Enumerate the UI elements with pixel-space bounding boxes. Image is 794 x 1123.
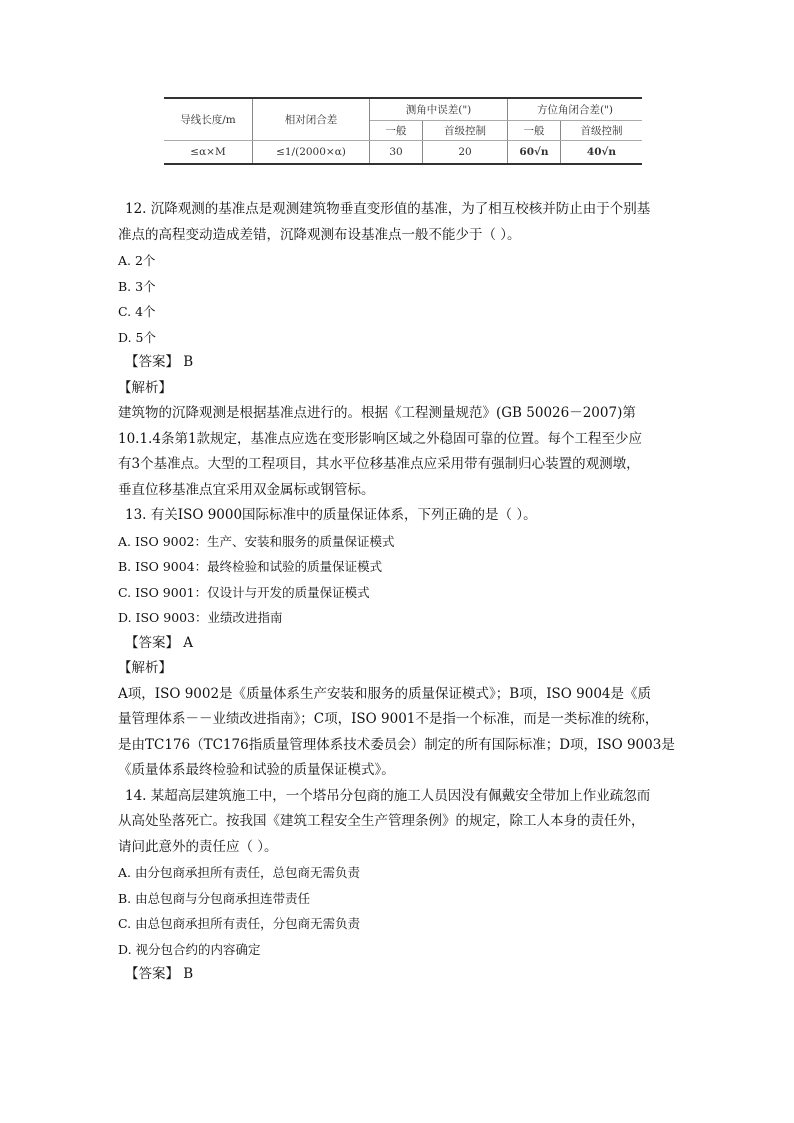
question-stem-line: 14. 某超高层建筑施工中，一个塔吊分包商的施工人员因没有佩戴安全带加上作业疏忽而 [125, 787, 651, 804]
answer-line: 【答案】 B [125, 966, 194, 982]
analysis-label: 【解析】 [118, 660, 172, 676]
question-14 [118, 784, 678, 988]
cell-azimuth-primary: 40√n [561, 141, 643, 165]
tolerance-table [164, 97, 642, 165]
analysis-line: 垂直位移基准点宜采用双金属标或钢管标。 [118, 481, 375, 498]
cell-length: ≤α×M [164, 141, 253, 165]
option-a: A. ISO 9002：生产、安装和服务的质量保证模式 [118, 533, 395, 549]
analysis-label: 【解析】 [118, 379, 172, 396]
question-stem-line: 13. 有关ISO 9000国际标准中的质量保证体系，下列正确的是（ ）。 [125, 507, 537, 523]
answer-line: 【答案】 A [125, 634, 194, 651]
analysis-line: 建筑物的沉降观测是根据基准点进行的。根据《工程测量规范》(GB 50026－2007)第 [118, 405, 636, 421]
subheader-general-2: 一般 [508, 121, 561, 141]
option-b: B. 由总包商与分包商承担连带责任 [118, 890, 311, 906]
header-angle-error: 测角中误差(") [370, 98, 508, 121]
answer-line: 【答案】 B [125, 354, 194, 370]
option-c: C. 4个 [118, 304, 156, 319]
question-13 [118, 503, 678, 784]
subheader-primary-2: 首级控制 [561, 121, 643, 141]
option-c: C. 由总包商承担所有责任，分包商无需负责 [118, 916, 361, 931]
question-stem-line: 准点的高程变动造成差错，沉降观测布设基准点一般不能少于（ ）。 [118, 226, 521, 243]
question-12 [118, 197, 678, 503]
header-azimuth: 方位角闭合差(") [508, 98, 643, 121]
option-d: D. ISO 9003：业绩改进指南 [118, 610, 283, 625]
analysis-line: 是由TC176（TC176指质量管理体系技术委员会）制定的所有国际标准；D项，ISO 9003是 [118, 736, 675, 753]
subheader-primary-1: 首级控制 [423, 121, 508, 141]
cell-angle-primary: 20 [423, 141, 508, 165]
cell-closure: ≤1/(2000×α) [253, 141, 370, 165]
option-d: D. 视分包合约的内容确定 [118, 941, 261, 957]
question-stem-line: 请问此意外的责任应（ ）。 [118, 838, 278, 855]
header-length: 导线长度/m [164, 98, 253, 141]
option-b: B. 3个 [118, 278, 156, 294]
question-stem-line: 从高处坠落死亡。按我国《建筑工程安全生产管理条例》的规定，除工人本身的责任外， [118, 813, 645, 829]
option-b: B. ISO 9004：最终检验和试验的质量保证模式 [118, 559, 383, 574]
analysis-line: 10.1.4条第1款规定，基准点应选在变形影响区域之外稳固可靠的位置。每个工程至少应 [118, 430, 643, 447]
subheader-general-1: 一般 [370, 121, 423, 141]
option-a: A. 由分包商承担所有责任，总包商无需负责 [118, 865, 360, 880]
header-closure: 相对闭合差 [253, 98, 370, 141]
option-a: A. 2个 [118, 253, 156, 268]
option-d: D. 5个 [118, 329, 156, 345]
analysis-line: 《质量体系最终检验和试验的质量保证模式》。 [118, 762, 395, 778]
cell-angle-general: 30 [370, 141, 423, 165]
option-c: C. ISO 9001：仅设计与开发的质量保证模式 [118, 584, 370, 600]
question-stem-line: 12. 沉降观测的基准点是观测建筑物垂直变形值的基准，为了相互校核并防止由于个别基 [125, 201, 651, 217]
analysis-line: 量管理体系－－业绩改进指南》；C项，ISO 9001不是指一个标准，而是一类标准的统称， [118, 711, 659, 727]
table-header-row [164, 98, 642, 121]
cell-azimuth-general: 60√n [508, 141, 561, 165]
analysis-line: 有3个基准点。大型的工程项目，其水平位移基准点应采用带有强制归心装置的观测墩， [118, 456, 640, 472]
table-row [164, 141, 642, 165]
question-content [118, 197, 678, 988]
analysis-line: A项，ISO 9002是《质量体系生产安装和服务的质量保证模式》；B项，ISO 9004是《质 [118, 685, 652, 702]
